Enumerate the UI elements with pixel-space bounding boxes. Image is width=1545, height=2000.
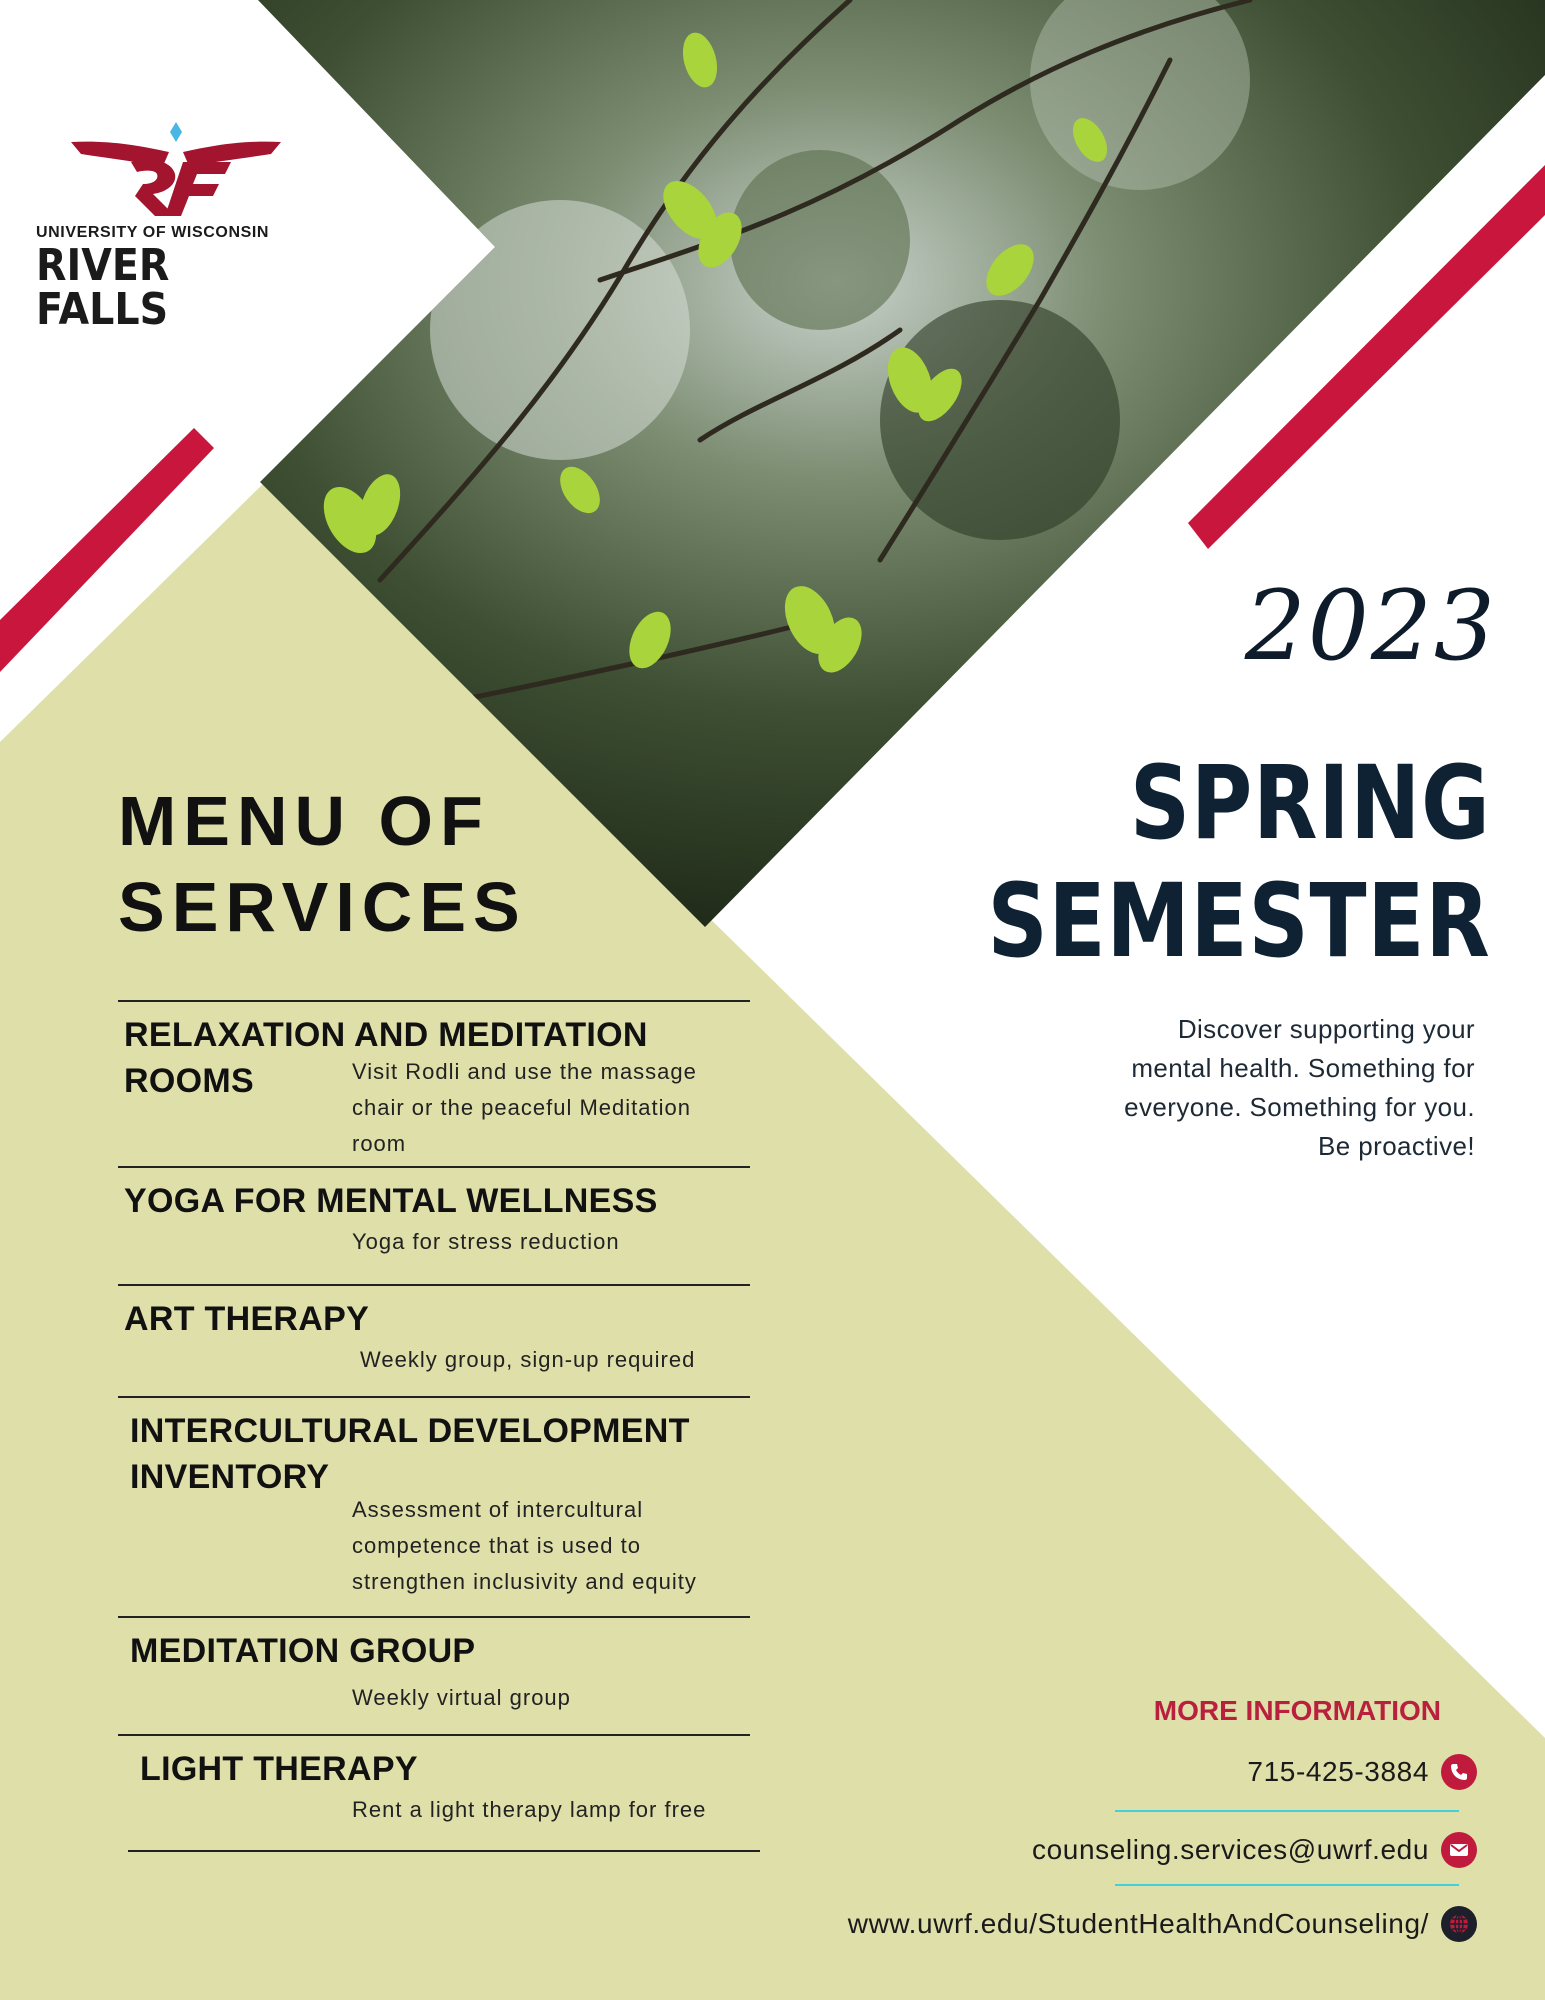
service-description	[360, 1342, 744, 1378]
contact-website[interactable]	[848, 1906, 1477, 1942]
rf-logo-icon	[71, 118, 281, 218]
contact-phone[interactable]	[1247, 1754, 1477, 1790]
service-description	[352, 1492, 744, 1600]
semester-title-line1: SPRING	[1130, 744, 1491, 863]
semester-title	[877, 745, 1491, 981]
service-name: LIGHT THERAPY	[140, 1750, 418, 1788]
website-url[interactable]: www.uwrf.edu/StudentHealthAndCounseling/	[847, 1908, 1429, 1939]
logo-university-text: UNIVERSITY OF WISCONSIN	[36, 224, 270, 241]
services-bottom-rule	[128, 1850, 760, 1852]
service-item-meditation-group	[118, 1616, 750, 1734]
intro-line: Discover supporting your	[1177, 1014, 1475, 1044]
service-description	[352, 1054, 744, 1162]
intro-line: Be proactive!	[1318, 1131, 1475, 1161]
intro-text	[1015, 1010, 1475, 1166]
service-name: ROOMS	[124, 1062, 254, 1100]
service-name: MEDITATION GROUP	[130, 1632, 476, 1670]
service-name: INVENTORY	[130, 1458, 330, 1496]
service-item-art-therapy	[118, 1284, 750, 1396]
service-item-light-therapy	[118, 1734, 750, 1844]
service-description-line: Weekly group, sign-up required	[360, 1347, 696, 1372]
service-name: INTERCULTURAL DEVELOPMENT	[130, 1412, 690, 1450]
menu-title-line2: SERVICES	[118, 868, 527, 946]
phone-number[interactable]: 715-425-3884	[1247, 1756, 1429, 1787]
email-address[interactable]: counseling.services@uwrf.edu	[1032, 1834, 1429, 1865]
intro-line: mental health. Something for	[1131, 1053, 1475, 1083]
semester-title-line2: SEMESTER	[987, 862, 1491, 981]
intro-line: everyone. Something for you.	[1124, 1092, 1475, 1122]
contact-email[interactable]	[1032, 1832, 1477, 1868]
service-description-line: Assessment of intercultural	[352, 1497, 644, 1522]
more-information-heading: MORE INFORMATION	[1153, 1695, 1441, 1726]
service-description	[352, 1680, 744, 1716]
service-description-line: room	[352, 1131, 407, 1156]
service-description-line: competence that is used to	[352, 1533, 641, 1558]
year-heading: 2023	[1244, 570, 1497, 682]
service-description-line: Yoga for stress reduction	[352, 1229, 620, 1254]
service-description-line: Rent a light therapy lamp for free	[352, 1797, 707, 1822]
service-description-line: Visit Rodli and use the massage	[352, 1059, 697, 1084]
phone-icon	[1441, 1754, 1477, 1790]
service-description-line: Weekly virtual group	[352, 1685, 571, 1710]
service-description-line: chair or the peaceful Meditation	[352, 1095, 691, 1120]
mail-icon	[1441, 1832, 1477, 1868]
university-logo	[36, 118, 326, 335]
service-description	[352, 1224, 744, 1260]
service-name: ART THERAPY	[124, 1300, 370, 1338]
services-list	[118, 1000, 750, 1844]
contact-divider	[1115, 1884, 1459, 1886]
service-name: YOGA FOR MENTAL WELLNESS	[124, 1182, 658, 1220]
menu-title	[118, 778, 527, 950]
globe-icon	[1441, 1906, 1477, 1942]
service-item-relaxation	[118, 1000, 750, 1166]
service-item-yoga	[118, 1166, 750, 1284]
contact-divider	[1115, 1810, 1459, 1812]
service-description	[352, 1792, 744, 1828]
service-item-intercultural	[118, 1396, 750, 1616]
service-name: RELAXATION AND MEDITATION	[124, 1016, 648, 1054]
logo-campus-text: RIVER FALLS	[36, 240, 170, 335]
menu-title-line1: MENU OF	[118, 782, 490, 860]
service-description-line: strengthen inclusivity and equity	[352, 1569, 697, 1594]
